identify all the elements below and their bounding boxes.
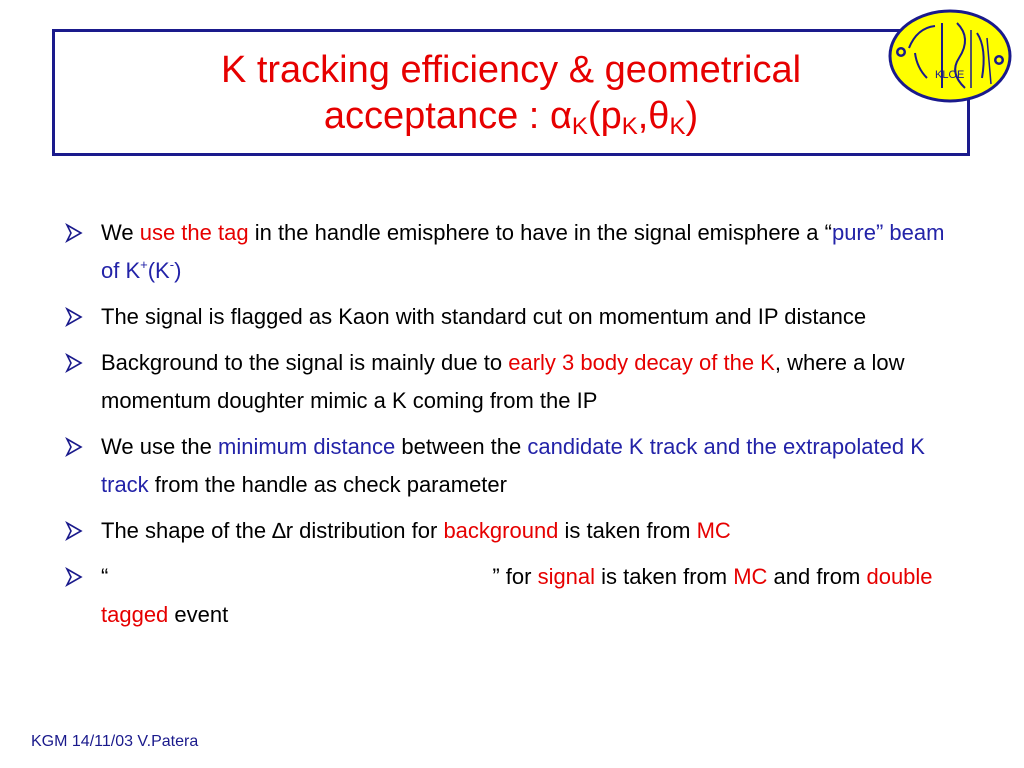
highlight-text: MC bbox=[696, 518, 731, 543]
bullet-text: from the handle as check parameter bbox=[148, 472, 507, 497]
highlight-text: double tagged bbox=[101, 564, 933, 627]
title-paren-close: ) bbox=[685, 94, 699, 137]
bullet-item bbox=[62, 558, 962, 634]
bullet-list bbox=[62, 214, 962, 642]
arrow-bullet-icon bbox=[64, 437, 84, 457]
bullet-text: and from bbox=[767, 564, 867, 589]
logo-text: KLOE bbox=[935, 69, 965, 81]
highlight-text: MC bbox=[733, 564, 768, 589]
title-prefix: acceptance : bbox=[323, 94, 550, 137]
highlight-text: background bbox=[443, 518, 559, 543]
bullet-item bbox=[62, 214, 962, 290]
subscript-k: K bbox=[571, 112, 588, 140]
bullet-text: We bbox=[101, 220, 140, 245]
bullet-text: is taken from bbox=[558, 518, 697, 543]
alpha-symbol: α bbox=[549, 94, 572, 137]
theta-symbol: θ bbox=[648, 94, 670, 137]
highlight-text: minimum distance bbox=[218, 434, 396, 459]
arrow-bullet-icon bbox=[64, 307, 84, 327]
superscript: + bbox=[140, 257, 148, 272]
title-box bbox=[52, 29, 970, 156]
slide-title-line2 bbox=[324, 93, 698, 139]
superscript: - bbox=[169, 257, 175, 272]
bullet-text: is taken from bbox=[595, 564, 734, 589]
highlight-text: (K bbox=[147, 258, 170, 283]
highlight-text: signal bbox=[537, 564, 596, 589]
bullet-item bbox=[62, 298, 962, 336]
title-comma: , bbox=[637, 94, 649, 137]
bullet-text: The shape of the bbox=[101, 518, 273, 543]
delta-symbol: ∆ bbox=[272, 518, 286, 543]
bullet-text: Background to the signal is mainly due to bbox=[101, 350, 509, 375]
bullet-text: in the handle emisphere to have in the signal emisphere a “ bbox=[248, 220, 832, 245]
highlight-text: ) bbox=[174, 258, 182, 283]
bullet-text: The signal is flagged as Kaon with standard cut on momentum and IP distance bbox=[101, 304, 867, 329]
highlight-text: use the tag bbox=[139, 220, 249, 245]
arrow-bullet-icon bbox=[64, 567, 84, 587]
bullet-item bbox=[62, 512, 962, 550]
subscript-k: K bbox=[621, 112, 638, 140]
bullet-item bbox=[62, 428, 962, 504]
bullet-item bbox=[62, 344, 962, 420]
bullet-text: , where a low momentum doughter mimic a K coming from the IP bbox=[101, 350, 905, 413]
slide-title-line1: K tracking efficiency & geometrical bbox=[220, 48, 802, 91]
footer-credit: KGM 14/11/03 V.Patera bbox=[31, 733, 199, 750]
bullet-text: ” for bbox=[492, 564, 538, 589]
bullet-text: r distribution for bbox=[285, 518, 444, 543]
subscript-k: K bbox=[669, 112, 686, 140]
arrow-bullet-icon bbox=[64, 223, 84, 243]
bullet-text: We use the bbox=[101, 434, 218, 459]
highlight-text: early 3 body decay of the K bbox=[508, 350, 775, 375]
title-paren-open: (p bbox=[587, 94, 622, 137]
arrow-bullet-icon bbox=[64, 353, 84, 373]
bullet-text: event bbox=[168, 602, 229, 627]
kloe-logo-icon bbox=[887, 8, 1013, 104]
arrow-bullet-icon bbox=[64, 521, 84, 541]
ditto-open-quote: “ bbox=[101, 564, 109, 589]
highlight-text: pure” beam of K bbox=[101, 220, 945, 283]
highlight-text: candidate K track and the extrapolated K track bbox=[101, 434, 925, 497]
bullet-text: between the bbox=[395, 434, 528, 459]
